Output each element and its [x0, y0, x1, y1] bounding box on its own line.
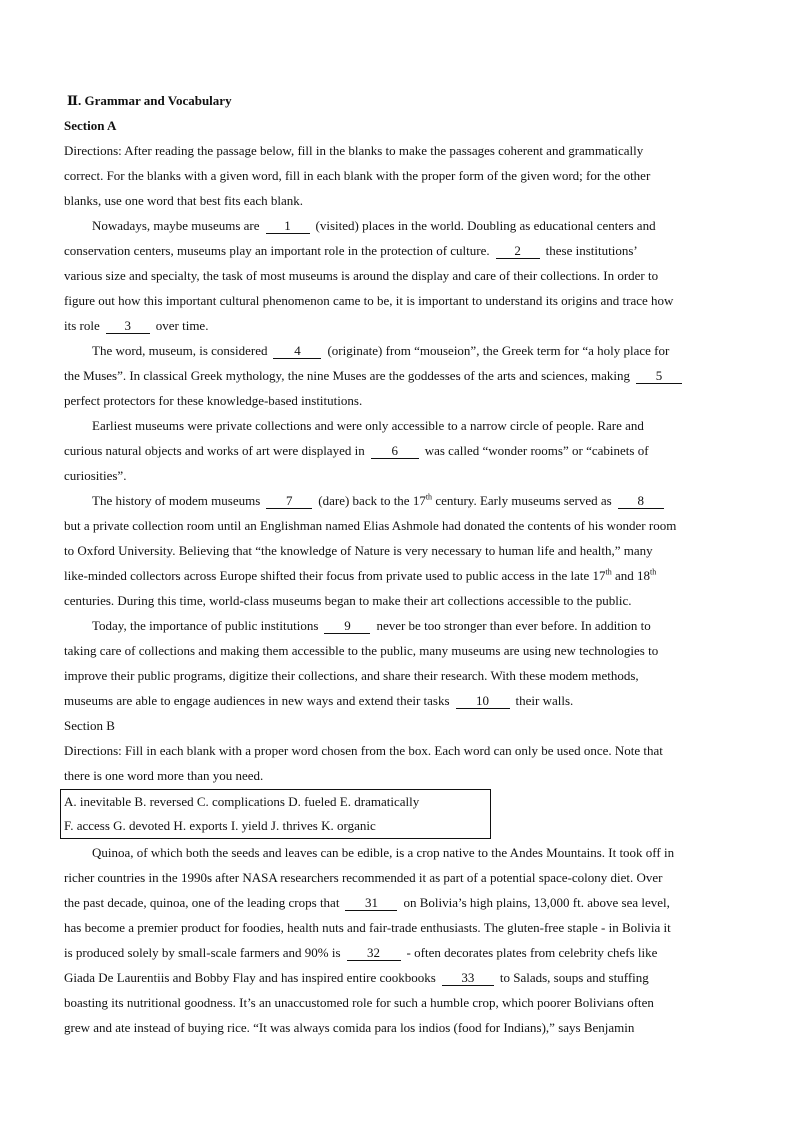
blank-4[interactable]: 4 — [273, 344, 321, 359]
passage-line: boasting its nutritional goodness. It’s an unaccustomed role for such a humble crop, which poorer Bolivians often — [64, 995, 654, 1010]
document-body — [64, 88, 730, 1040]
passage-line: conservation centers, museums play an important role in the protection of culture. 2 these institutions’ — [64, 243, 638, 258]
part-heading: Ⅱ. Grammar and Vocabulary — [67, 93, 232, 108]
blank-7[interactable]: 7 — [266, 494, 312, 509]
word-box — [60, 789, 491, 839]
word-box-line: A. inevitable B. reversed C. complications D. fueled E. dramatically — [64, 794, 420, 809]
blank-1[interactable]: 1 — [266, 219, 310, 234]
passage-line: Earliest museums were private collections and were only accessible to a narrow circle of people. Rare and — [92, 418, 644, 433]
passage-line: richer countries in the 1990s after NASA researchers recommended it as part of a potential space-colony diet. Over — [64, 870, 663, 885]
passage-line: to Oxford University. Believing that “the knowledge of Nature is very necessary to human life and health,” many — [64, 543, 653, 558]
section-b-directions-line: Directions: Fill in each blank with a proper word chosen from the box. Each word can only be used once. Note that — [64, 743, 663, 758]
passage-line: museums are able to engage audiences in new ways and extend their tasks 10 their walls. — [64, 693, 574, 708]
section-a-directions-line: blanks, use one word that best fits each blank. — [64, 193, 303, 208]
passage-line: curiosities”. — [64, 468, 127, 483]
section-a-directions-line: Directions: After reading the passage below, fill in the blanks to make the passages coherent and grammatically — [64, 143, 644, 158]
passage-line: has become a premier product for foodies, health nuts and fair-trade enthusiasts. The gluten-free staple - in Bolivia it — [64, 920, 671, 935]
passage-line: grew and ate instead of buying rice. “It was always comida para los indios (food for Indians),” says Benjamin — [64, 1020, 635, 1035]
blank-8[interactable]: 8 — [618, 494, 664, 509]
blank-5[interactable]: 5 — [636, 369, 682, 384]
section-a-title: Section A — [64, 118, 117, 133]
blank-33[interactable]: 33 — [442, 971, 494, 986]
passage-line: perfect protectors for these knowledge-based institutions. — [64, 393, 363, 408]
passage-line: The word, museum, is considered 4 (originate) from “mouseion”, the Greek term for “a holy place for — [92, 343, 670, 358]
passage-line: improve their public programs, digitize their collections, and share their research. With these modem methods, — [64, 668, 639, 683]
blank-6[interactable]: 6 — [371, 444, 419, 459]
blank-31[interactable]: 31 — [345, 896, 397, 911]
blank-3[interactable]: 3 — [106, 319, 150, 334]
blank-32[interactable]: 32 — [347, 946, 401, 961]
passage-line: is produced solely by small-scale farmers and 90% is 32 - often decorates plates from celebrity chefs like — [64, 945, 658, 960]
passage-line: Quinoa, of which both the seeds and leaves can be edible, is a crop native to the Andes Mountains. It took off in — [92, 845, 675, 860]
blank-9[interactable]: 9 — [324, 619, 370, 634]
passage-line: the Muses”. In classical Greek mythology, the nine Muses are the goddesses of the arts and sciences, making 5 — [64, 363, 730, 388]
blank-2[interactable]: 2 — [496, 244, 540, 259]
blank-10[interactable]: 10 — [456, 694, 510, 709]
passage-line: Nowadays, maybe museums are 1 (visited) places in the world. Doubling as educational centers and — [92, 218, 656, 233]
section-a-directions-line: correct. For the blanks with a given word, fill in each blank with the proper form of the given word; for the other — [64, 168, 651, 183]
passage-line: figure out how this important cultural phenomenon came to be, it is important to understand its origins and trace how — [64, 293, 674, 308]
section-b-title: Section B — [64, 718, 115, 733]
passage-line: centuries. During this time, world-class museums began to make their art collections accessible to the public. — [64, 593, 632, 608]
passage-line: taking care of collections and making them accessible to the public, many museums are using new technologies to — [64, 643, 659, 658]
passage-line: the past decade, quinoa, one of the leading crops that 31 on Bolivia’s high plains, 13,000 ft. above sea level, — [64, 895, 670, 910]
passage-line: like-minded collectors across Europe shifted their focus from private used to public access in the late 17th and 18th — [64, 567, 657, 583]
word-box-line: F. access G. devoted H. exports I. yield J. thrives K. organic — [64, 818, 376, 833]
passage-line: Giada De Laurentiis and Bobby Flay and has inspired entire cookbooks 33 to Salads, soups and stuffing — [64, 970, 649, 985]
section-b-directions-line: there is one word more than you need. — [64, 768, 264, 783]
passage-line: The history of modem museums 7 (dare) back to the 17th century. Early museums served as 8 — [64, 488, 730, 513]
passage-line: Today, the importance of public institutions 9 never be too stronger than ever before. In addition to — [92, 618, 651, 633]
passage-line: its role 3 over time. — [64, 318, 209, 333]
passage-line: various size and specialty, the task of most museums is around the display and care of their collections. In order to — [64, 268, 659, 283]
passage-line: but a private collection room until an Englishman named Elias Ashmole had donated the contents of his wonder room — [64, 518, 677, 533]
passage-line: curious natural objects and works of art were displayed in 6 was called “wonder rooms” or “cabinets of — [64, 443, 649, 458]
